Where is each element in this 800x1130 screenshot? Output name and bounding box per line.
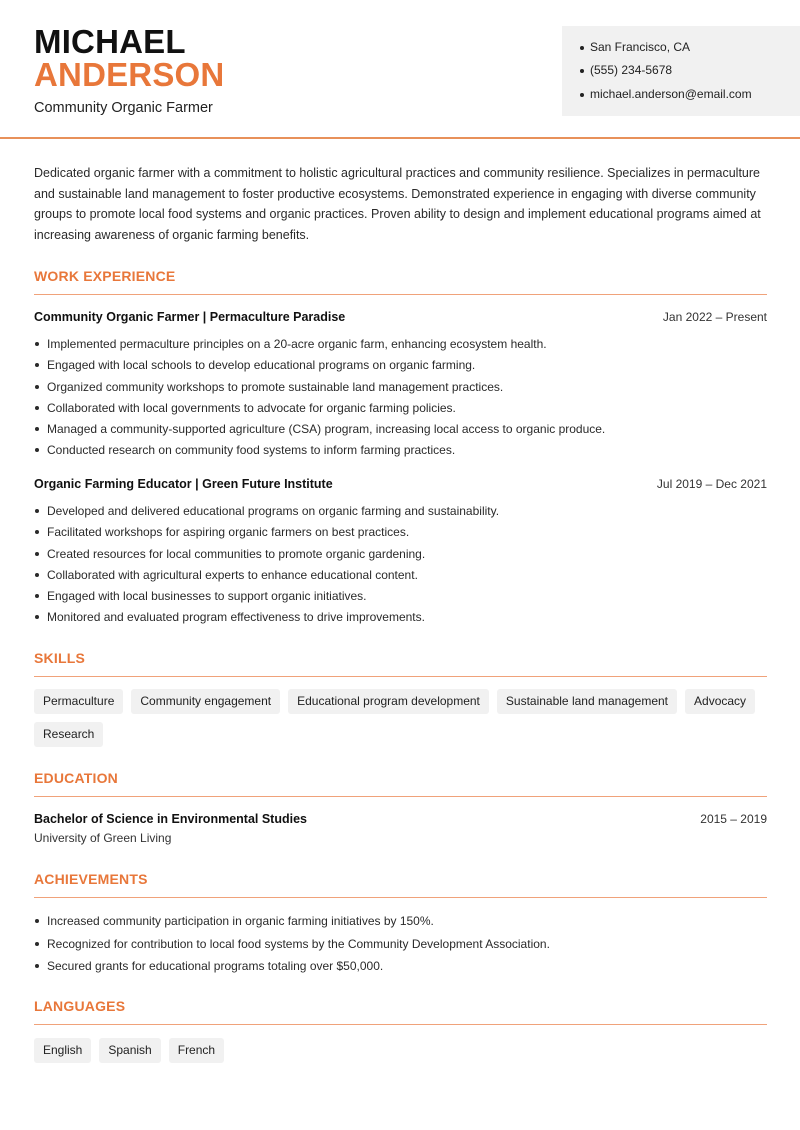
list-item: Organized community workshops to promote sustainable land management practices. bbox=[34, 379, 605, 400]
section-heading-achievements: ACHIEVEMENTS bbox=[34, 871, 767, 898]
section-heading-education: EDUCATION bbox=[34, 770, 767, 797]
list-item: Secured grants for educational programs totaling over $50,000. bbox=[34, 958, 550, 981]
job-bullets-1 bbox=[34, 336, 605, 464]
education-school: University of Green Living bbox=[34, 831, 172, 845]
contact-box bbox=[562, 26, 800, 116]
list-item: Managed a community-supported agriculture (CSA) program, increasing local access to organic produce. bbox=[34, 421, 605, 442]
list-item: Engaged with local businesses to support organic initiatives. bbox=[34, 588, 499, 609]
skill-chip: Sustainable land management bbox=[497, 689, 677, 714]
skill-chip: Advocacy bbox=[685, 689, 755, 714]
skill-chip: Educational program development bbox=[288, 689, 489, 714]
list-item: Recognized for contribution to local food systems by the Community Development Association. bbox=[34, 936, 550, 959]
language-chip: English bbox=[34, 1038, 91, 1063]
first-name: MICHAEL bbox=[34, 23, 186, 60]
last-name: ANDERSON bbox=[34, 56, 225, 93]
list-item: Engaged with local schools to develop educational programs on organic farming. bbox=[34, 357, 605, 378]
list-item: Conducted research on community food systems to inform farming practices. bbox=[34, 442, 605, 463]
job-title-2: Organic Farming Educator | Green Future Institute bbox=[34, 477, 333, 491]
skills-list bbox=[34, 689, 774, 747]
list-item: Developed and delivered educational programs on organic farming and sustainability. bbox=[34, 503, 499, 524]
education-degree: Bachelor of Science in Environmental Studies bbox=[34, 812, 307, 826]
language-chip: Spanish bbox=[99, 1038, 160, 1063]
section-heading-work: WORK EXPERIENCE bbox=[34, 268, 767, 295]
list-item: Collaborated with local governments to advocate for organic farming policies. bbox=[34, 400, 605, 421]
education-dates: 2015 – 2019 bbox=[700, 812, 767, 826]
achievements-list bbox=[34, 913, 550, 981]
job-dates-2: Jul 2019 – Dec 2021 bbox=[656, 477, 767, 491]
list-item: Increased community participation in organic farming initiatives by 150%. bbox=[34, 913, 550, 936]
section-heading-languages: LANGUAGES bbox=[34, 998, 767, 1025]
languages-list bbox=[34, 1038, 774, 1063]
skill-chip: Community engagement bbox=[131, 689, 280, 714]
skill-chip: Research bbox=[34, 722, 103, 747]
job-bullets-2 bbox=[34, 503, 499, 631]
contact-phone: (555) 234-5678 bbox=[580, 63, 672, 77]
skill-chip: Permaculture bbox=[34, 689, 123, 714]
list-item: Collaborated with agricultural experts to enhance educational content. bbox=[34, 567, 499, 588]
resume-header bbox=[0, 0, 800, 139]
language-chip: French bbox=[169, 1038, 224, 1063]
list-item: Monitored and evaluated program effectiveness to drive improvements. bbox=[34, 609, 499, 630]
professional-summary: Dedicated organic farmer with a commitment to holistic agricultural practices and community resilience. Specializes in permaculture and sustainable land management to foster productive ecosystems. Demonstrated experience in engaging with diverse community groups to promote local food systems and organic practices. Proven ability to design and implement educational programs aimed at increasing awareness of organic farming benefits. bbox=[34, 166, 761, 242]
contact-email[interactable]: michael.anderson@email.com bbox=[580, 87, 752, 101]
list-item: Implemented permaculture principles on a 20-acre organic farm, enhancing ecosystem health. bbox=[34, 336, 605, 357]
job-title-headline: Community Organic Farmer bbox=[34, 100, 213, 116]
list-item: Created resources for local communities to promote organic gardening. bbox=[34, 546, 499, 567]
contact-location: San Francisco, CA bbox=[580, 40, 690, 54]
job-dates-1: Jan 2022 – Present bbox=[662, 310, 767, 324]
job-title-1: Community Organic Farmer | Permaculture Paradise bbox=[34, 310, 346, 324]
list-item: Facilitated workshops for aspiring organic farmers on best practices. bbox=[34, 524, 499, 545]
section-heading-skills: SKILLS bbox=[34, 650, 767, 677]
